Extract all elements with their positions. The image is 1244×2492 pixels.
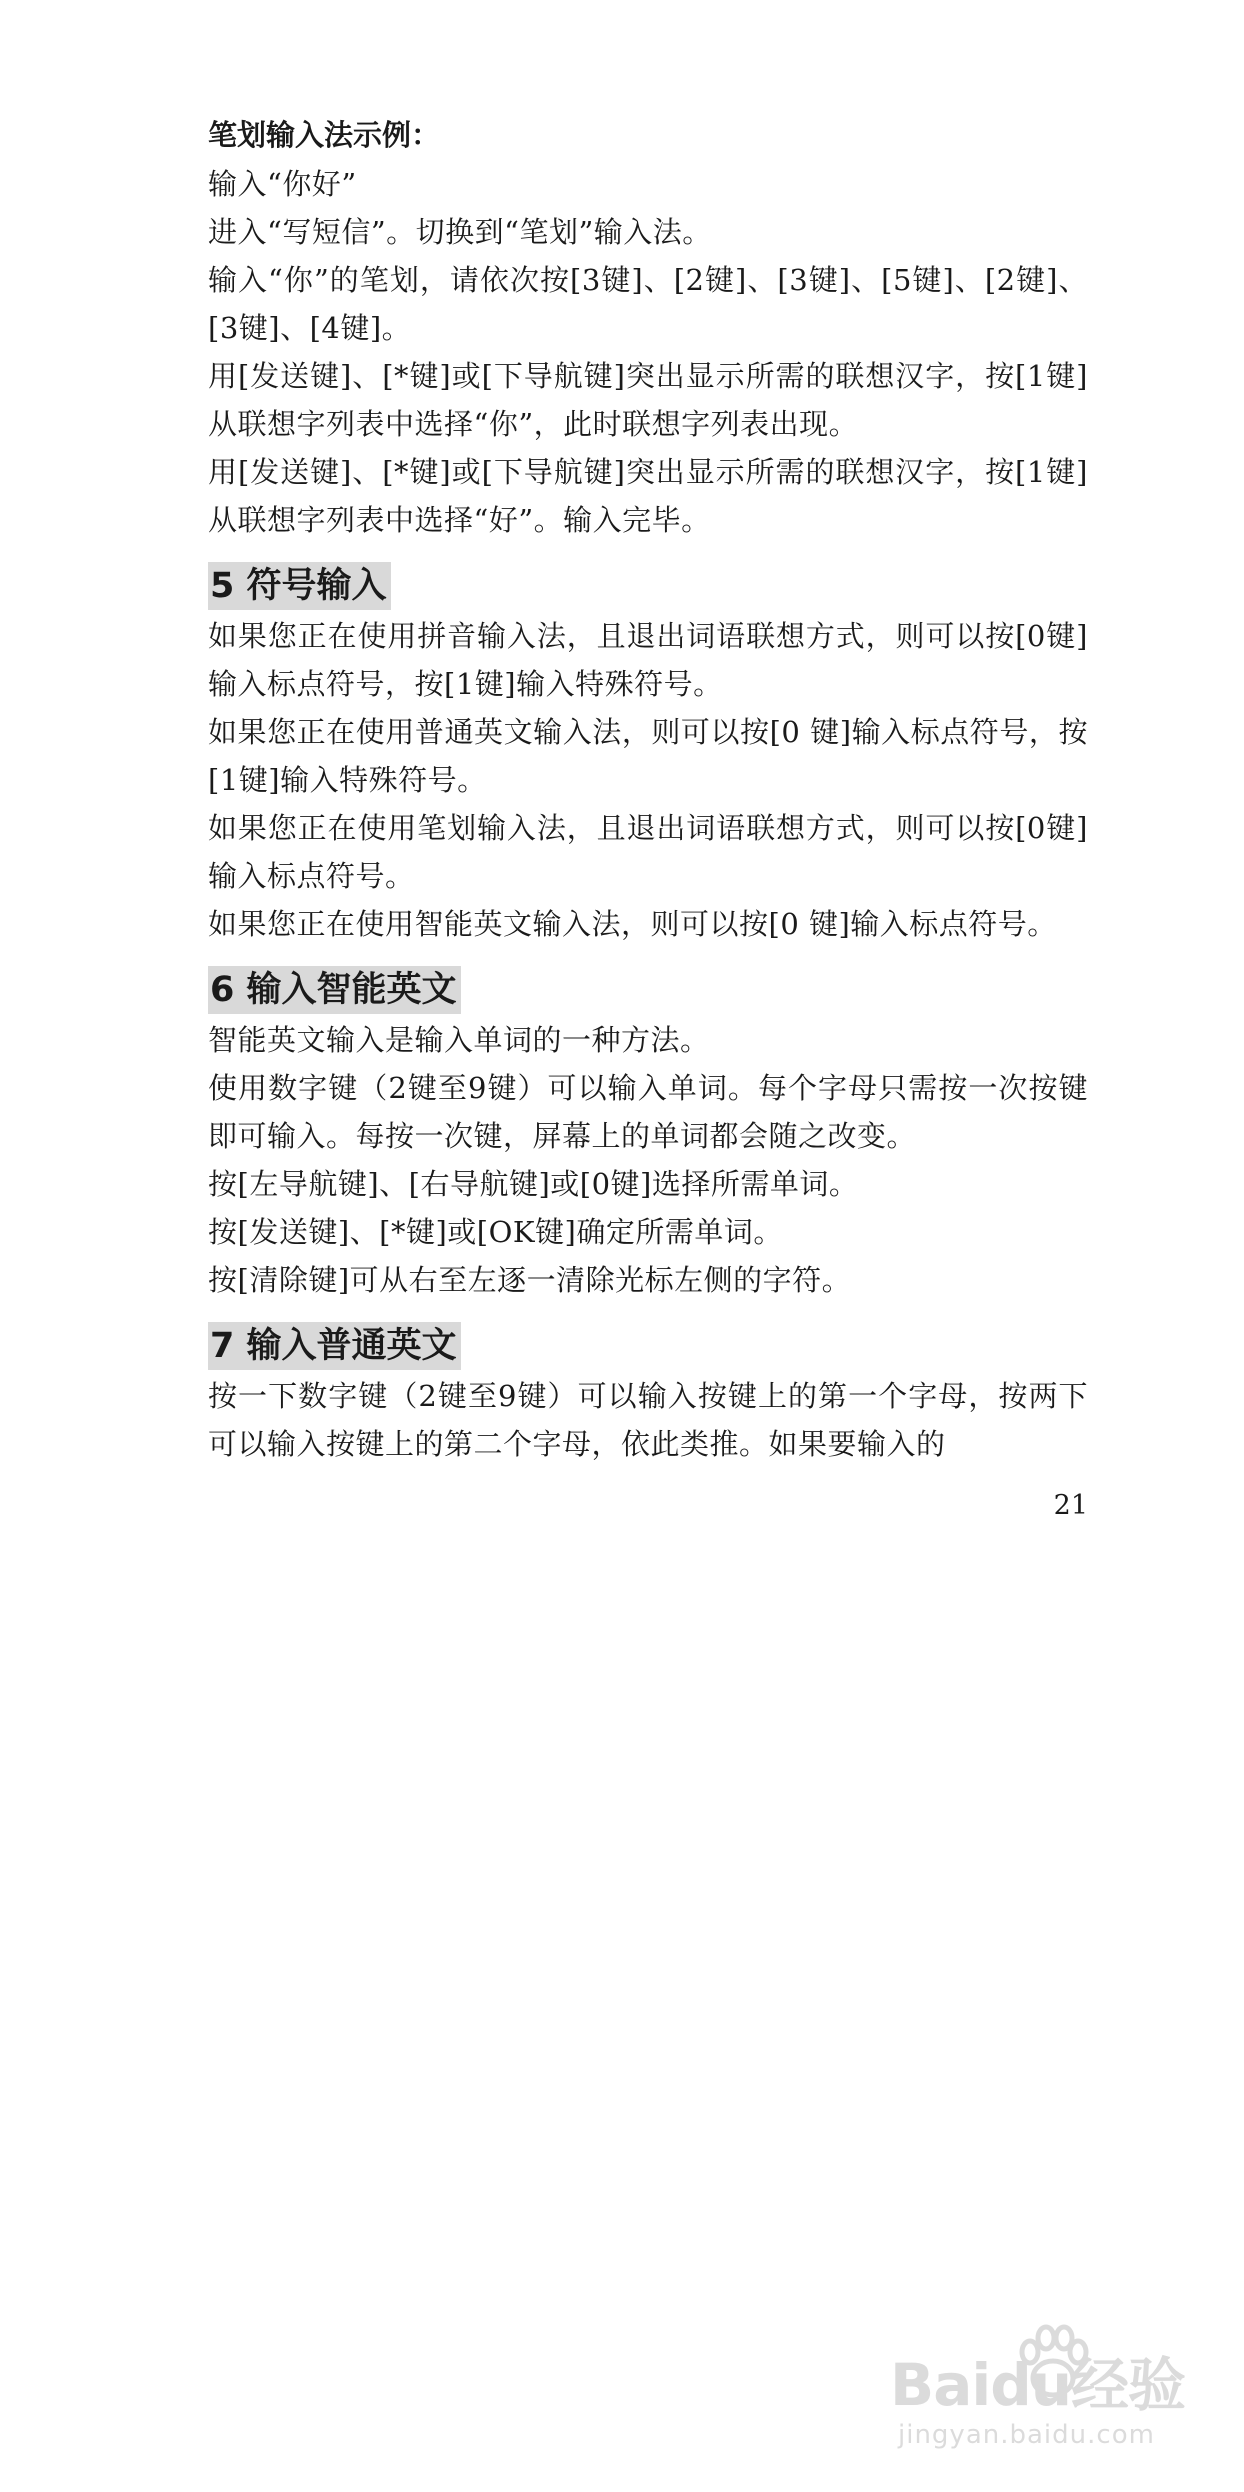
example-title: 笔划输入法示例： [208,118,441,152]
paragraph: 如果您正在使用智能英文输入法，则可以按[0 键]输入标点符号。 [208,907,1057,941]
document-page [208,110,1088,1468]
watermark-logo-text: Baidu经验 [890,2351,1186,2419]
paw-icon [1008,2320,1098,2410]
paragraph: 输入“你”的笔划，请依次按[3键]、[2键]、[3键]、[5键]、[2键]、[3键]、[4键]。 [208,263,1088,345]
paragraph: 按[清除键]可从右至左逐一清除光标左侧的字符。 [208,1263,852,1297]
section-heading-smart-english: 6 输入智能英文 [208,966,461,1014]
watermark-url: jingyan.baidu.com [898,2420,1155,2450]
paragraph: 用[发送键]、[*键]或[下导航键]突出显示所需的联想汉字，按[1键]从联想字列表中选择“你”，此时联想字列表出现。 [208,359,1088,441]
paragraph: 按[发送键]、[*键]或[OK键]确定所需单词。 [208,1215,783,1249]
paragraph: 如果您正在使用普通英文输入法，则可以按[0 键]输入标点符号，按[1键]输入特殊符号。 [208,715,1088,797]
paragraph: 使用数字键（2键至9键）可以输入单词。每个字母只需按一次按键即可输入。每按一次键，屏幕上的单词都会随之改变。 [208,1071,1088,1153]
paragraph: 用[发送键]、[*键]或[下导航键]突出显示所需的联想汉字，按[1键]从联想字列表中选择“好”。输入完毕。 [208,455,1088,537]
baidu-watermark [880,2320,1200,2470]
paragraph: 进入“写短信”。切换到“笔划”输入法。 [208,215,712,249]
paragraph: 按[左导航键]、[右导航键]或[0键]选择所需单词。 [208,1167,859,1201]
paragraph: 如果您正在使用笔划输入法，且退出词语联想方式，则可以按[0键]输入标点符号。 [208,811,1088,893]
paragraph: 智能英文输入是输入单词的一种方法。 [208,1023,710,1057]
section-heading-symbol-input: 5 符号输入 [208,562,391,610]
paragraph: 输入“你好” [208,167,357,201]
page-number: 21 [1053,1490,1088,1521]
paragraph: 按一下数字键（2键至9键）可以输入按键上的第一个字母，按两下可以输入按键上的第二个字母，依此类推。如果要输入的 [208,1379,1088,1461]
section-heading-normal-english: 7 输入普通英文 [208,1322,461,1370]
paragraph: 如果您正在使用拼音输入法，且退出词语联想方式，则可以按[0键]输入标点符号，按[1键]输入特殊符号。 [208,619,1088,701]
